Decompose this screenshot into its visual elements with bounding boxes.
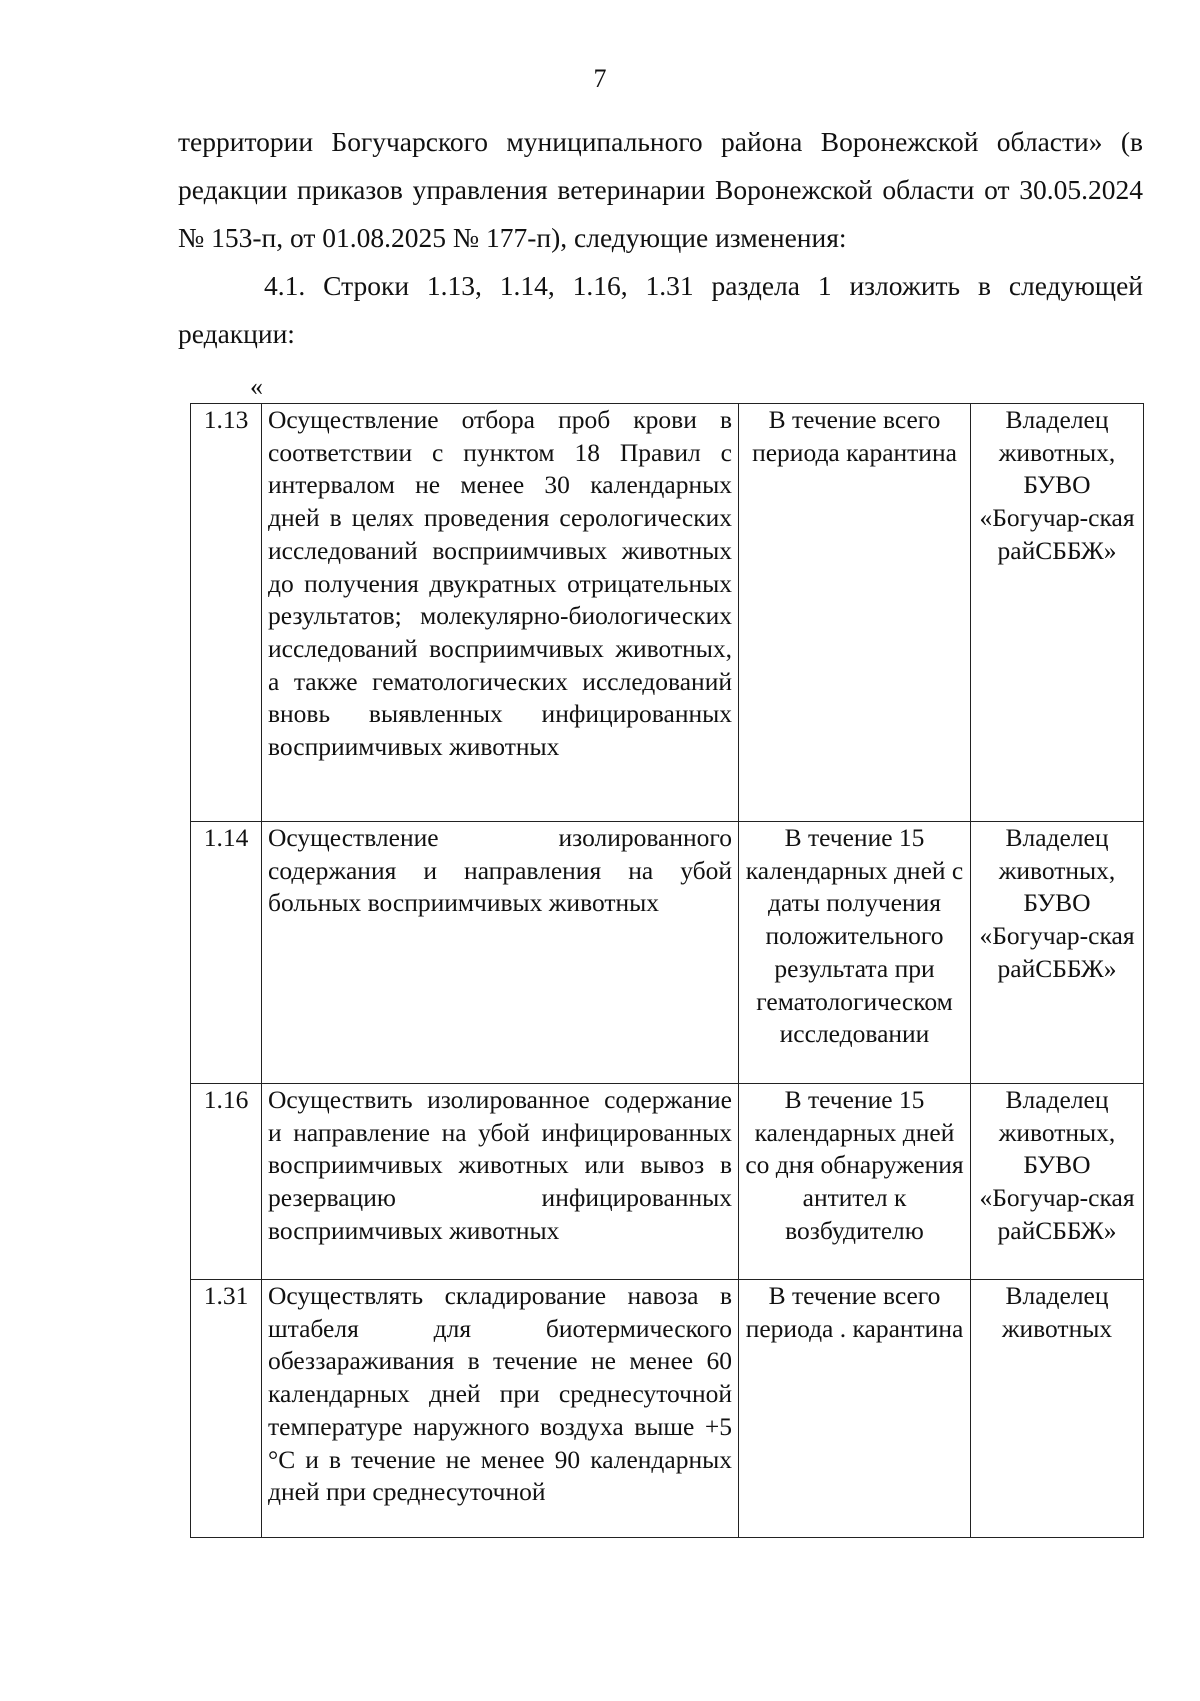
row-action: Осуществление отбора проб крови в соответствии с пунктом 18 Правил с интервалом не менее 30 календарных дней в целях проведения серологических исследований восприимчивых животных до получения двукратных отрицательных результатов; молекулярно-биологических исследований восприимчивых животных, а также гематологических исследований вновь выявленных инфицированных восприимчивых животных — [262, 404, 739, 822]
intro-text — [178, 118, 1143, 358]
table-row — [191, 822, 1144, 1084]
row-responsible: Владелец животных, БУВО «Богучар-ская райСББЖ» — [971, 822, 1144, 1084]
row-action: Осуществление изолированного содержания и направления на убой больных восприимчивых животных — [262, 822, 739, 1084]
row-term: В течение всего периода . карантина — [739, 1280, 971, 1538]
page-number: 7 — [593, 64, 607, 93]
intro-paragraph-2: 4.1. Строки 1.13, 1.14, 1.16, 1.31 раздела 1 изложить в следующей редакции: — [178, 270, 1143, 349]
row-responsible: Владелец животных, БУВО «Богучар-ская райСББЖ» — [971, 404, 1144, 822]
row-action: Осуществлять складирование навоза в штабеля для биотермического обеззараживания в течение не менее 60 календарных дней при среднесуточной температуре наружного воздуха выше +5 °С и в течение не менее 90 календарных дней при среднесуточной — [262, 1280, 739, 1538]
row-responsible: Владелец животных, БУВО «Богучар-ская райСББЖ» — [971, 1084, 1144, 1280]
intro-paragraph-1: территории Богучарского муниципального района Воронежской области» (в редакции приказов управления ветеринарии Воронежской области от 30.05.2024 № 153-п, от 01.08.2025 № 177-п), следующие изменения: — [178, 126, 1143, 253]
row-action: Осуществить изолированное содержание и направление на убой инфицированных восприимчивых животных или вывоз в резервацию инфицированных восприимчивых животных — [262, 1084, 739, 1280]
row-number: 1.14 — [191, 822, 262, 1084]
schedule-table — [190, 403, 1144, 1538]
table-row — [191, 1280, 1144, 1538]
row-number: 1.13 — [191, 404, 262, 822]
table-row — [191, 1084, 1144, 1280]
row-term: В течение 15 календарных дней со дня обнаружения антител к возбудителю — [739, 1084, 971, 1280]
row-number: 1.31 — [191, 1280, 262, 1538]
opening-quote-mark: « — [250, 372, 263, 401]
row-term: В течение 15 календарных дней с даты получения положительного результата при гематологическом исследовании — [739, 822, 971, 1084]
row-number: 1.16 — [191, 1084, 262, 1280]
row-term: В течение всего периода карантина — [739, 404, 971, 822]
row-responsible: Владелец животных — [971, 1280, 1144, 1538]
table-row — [191, 404, 1144, 822]
